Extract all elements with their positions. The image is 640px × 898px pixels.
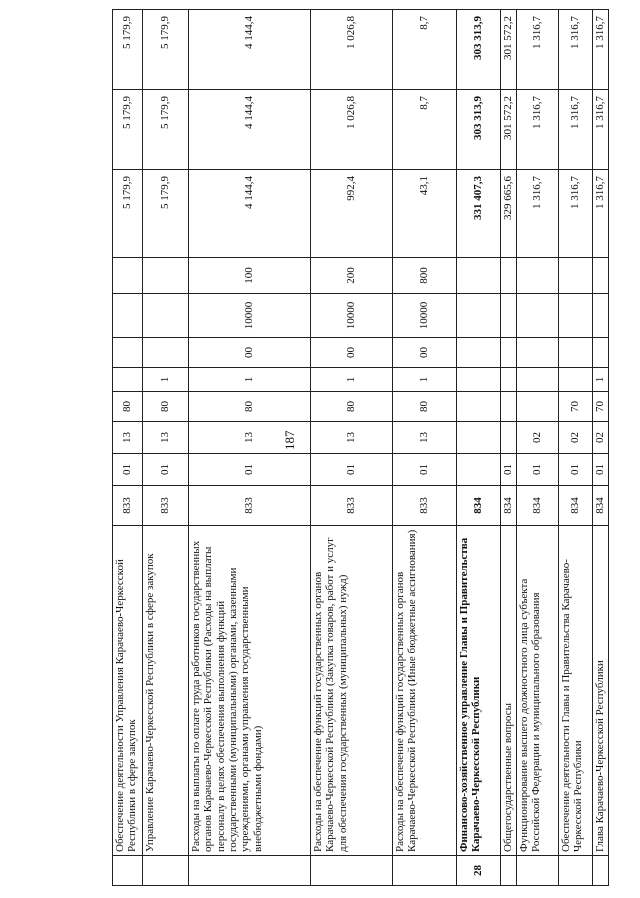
expense-type-code-cell bbox=[113, 258, 143, 294]
amount-year-3-cell: 1 316,7 bbox=[593, 10, 609, 90]
direction-code-cell bbox=[517, 294, 559, 338]
amount-year-2-cell: 8,7 bbox=[393, 90, 457, 170]
amount-year-1-cell: 1 316,7 bbox=[517, 170, 559, 258]
expense-type-code-cell bbox=[517, 258, 559, 294]
subsection-code-cell bbox=[501, 422, 517, 454]
grbs-code-cell: 834 bbox=[517, 486, 559, 526]
grbs-code-cell: 834 bbox=[501, 486, 517, 526]
section-code-cell: 01 bbox=[143, 454, 189, 486]
event-code-cell bbox=[559, 338, 593, 368]
amount-year-2-cell: 301 572,2 bbox=[501, 90, 517, 170]
table-row bbox=[143, 10, 189, 886]
grbs-code-cell: 833 bbox=[143, 486, 189, 526]
budget-table bbox=[112, 9, 609, 886]
grbs-code-cell: 833 bbox=[393, 486, 457, 526]
subsection-code-cell: 02 bbox=[517, 422, 559, 454]
subsection-code-cell: 02 bbox=[559, 422, 593, 454]
program-code-cell bbox=[501, 392, 517, 422]
program-code-cell: 70 bbox=[593, 392, 609, 422]
event-code-cell bbox=[517, 338, 559, 368]
grbs-code-cell: 833 bbox=[113, 486, 143, 526]
grbs-code-cell: 834 bbox=[457, 486, 501, 526]
subprogram-code-cell: 1 bbox=[393, 368, 457, 392]
row-number-cell bbox=[143, 856, 189, 886]
amount-year-2-cell: 4 144,4 bbox=[189, 90, 311, 170]
direction-code-cell: 10000 bbox=[311, 294, 393, 338]
table-row bbox=[189, 10, 311, 886]
section-code-cell: 01 bbox=[189, 454, 311, 486]
subprogram-code-cell bbox=[517, 368, 559, 392]
row-number-cell bbox=[311, 856, 393, 886]
event-code-cell: 00 bbox=[311, 338, 393, 368]
row-number-cell bbox=[593, 856, 609, 886]
subprogram-code-cell bbox=[457, 368, 501, 392]
row-number-cell bbox=[501, 856, 517, 886]
row-number-cell bbox=[517, 856, 559, 886]
event-code-cell bbox=[457, 338, 501, 368]
section-code-cell: 01 bbox=[559, 454, 593, 486]
expense-type-code-cell: 100 bbox=[189, 258, 311, 294]
table-row bbox=[501, 10, 517, 886]
item-name-cell: Управление Карачаево-Черкесской Республики в сфере закупок bbox=[143, 526, 189, 856]
amount-year-1-cell: 1 316,7 bbox=[559, 170, 593, 258]
amount-year-2-cell: 303 313,9 bbox=[457, 90, 501, 170]
amount-year-3-cell: 1 026,8 bbox=[311, 10, 393, 90]
subsection-code-cell: 13 bbox=[311, 422, 393, 454]
amount-year-2-cell: 5 179,9 bbox=[113, 90, 143, 170]
amount-year-2-cell: 1 316,7 bbox=[559, 90, 593, 170]
table-row bbox=[393, 10, 457, 886]
amount-year-3-cell: 4 144,4 bbox=[189, 10, 311, 90]
subprogram-code-cell: 1 bbox=[593, 368, 609, 392]
table-row bbox=[311, 10, 393, 886]
subprogram-code-cell bbox=[559, 368, 593, 392]
direction-code-cell: 10000 bbox=[189, 294, 311, 338]
row-number-cell bbox=[559, 856, 593, 886]
item-name-cell: Функционирование высшего должностного лица субъекта Российской Федерации и муниципального образования bbox=[517, 526, 559, 856]
subsection-code-cell: 02 bbox=[593, 422, 609, 454]
event-code-cell bbox=[143, 338, 189, 368]
subprogram-code-cell: 1 bbox=[189, 368, 311, 392]
section-code-cell: 01 bbox=[593, 454, 609, 486]
section-code-cell: 01 bbox=[517, 454, 559, 486]
section-code-cell: 01 bbox=[311, 454, 393, 486]
direction-code-cell bbox=[113, 294, 143, 338]
subsection-code-cell: 13 bbox=[143, 422, 189, 454]
item-name-cell: Расходы на обеспечение функций государственных органов Карачаево-Черкесской Республики (Закупка товаров, работ и услуг для обеспечения государственных (муниципальных) нужд) bbox=[311, 526, 393, 856]
grbs-code-cell: 834 bbox=[559, 486, 593, 526]
expense-type-code-cell bbox=[457, 258, 501, 294]
amount-year-2-cell: 1 316,7 bbox=[593, 90, 609, 170]
amount-year-2-cell: 5 179,9 bbox=[143, 90, 189, 170]
program-code-cell: 70 bbox=[559, 392, 593, 422]
item-name-cell: Общегосударственные вопросы bbox=[501, 526, 517, 856]
amount-year-1-cell: 5 179,9 bbox=[113, 170, 143, 258]
amount-year-2-cell: 1 316,7 bbox=[517, 90, 559, 170]
amount-year-3-cell: 8,7 bbox=[393, 10, 457, 90]
amount-year-3-cell: 5 179,9 bbox=[143, 10, 189, 90]
subsection-code-cell: 13 bbox=[393, 422, 457, 454]
subprogram-code-cell bbox=[113, 368, 143, 392]
subprogram-code-cell: 1 bbox=[311, 368, 393, 392]
expense-type-code-cell bbox=[143, 258, 189, 294]
amount-year-1-cell: 43,1 bbox=[393, 170, 457, 258]
amount-year-1-cell: 5 179,9 bbox=[143, 170, 189, 258]
direction-code-cell: 10000 bbox=[393, 294, 457, 338]
expense-type-code-cell: 200 bbox=[311, 258, 393, 294]
program-code-cell: 80 bbox=[143, 392, 189, 422]
subprogram-code-cell: 1 bbox=[143, 368, 189, 392]
direction-code-cell bbox=[593, 294, 609, 338]
item-name-cell: Расходы на обеспечение функций государственных органов Карачаево-Черкесской Республики (Иные бюджетные ассигнования) bbox=[393, 526, 457, 856]
grbs-code-cell: 833 bbox=[311, 486, 393, 526]
amount-year-3-cell: 1 316,7 bbox=[517, 10, 559, 90]
program-code-cell: 80 bbox=[189, 392, 311, 422]
item-name-cell: Финансово-хозяйственное управление Главы и Правительства Карачаево-Черкесской Республики bbox=[457, 526, 501, 856]
subsection-code-cell: 13 bbox=[113, 422, 143, 454]
subsection-code-cell bbox=[457, 422, 501, 454]
row-number-cell: 28 bbox=[457, 856, 501, 886]
row-number-cell bbox=[393, 856, 457, 886]
amount-year-1-cell: 1 316,7 bbox=[593, 170, 609, 258]
amount-year-3-cell: 303 313,9 bbox=[457, 10, 501, 90]
row-number-cell bbox=[113, 856, 143, 886]
event-code-cell: 00 bbox=[189, 338, 311, 368]
program-code-cell bbox=[517, 392, 559, 422]
item-name-cell: Обеспечение деятельности Главы и Правительства Карачаево-Черкесской Республики bbox=[559, 526, 593, 856]
budget-table-rotated bbox=[112, 16, 607, 886]
table-row bbox=[457, 10, 501, 886]
grbs-code-cell: 834 bbox=[593, 486, 609, 526]
grbs-code-cell: 833 bbox=[189, 486, 311, 526]
amount-year-1-cell: 329 665,6 bbox=[501, 170, 517, 258]
program-code-cell: 80 bbox=[393, 392, 457, 422]
expense-type-code-cell bbox=[501, 258, 517, 294]
table-row bbox=[113, 10, 143, 886]
direction-code-cell bbox=[457, 294, 501, 338]
item-name-cell: Обеспечение деятельности Управления Карачаево-Черкесской Республики в сфере закупок bbox=[113, 526, 143, 856]
subsection-code-cell: 13 bbox=[189, 422, 311, 454]
table-row bbox=[593, 10, 609, 886]
section-code-cell: 01 bbox=[393, 454, 457, 486]
direction-code-cell bbox=[501, 294, 517, 338]
amount-year-3-cell: 5 179,9 bbox=[113, 10, 143, 90]
table-row bbox=[517, 10, 559, 886]
program-code-cell: 80 bbox=[311, 392, 393, 422]
expense-type-code-cell bbox=[559, 258, 593, 294]
section-code-cell: 01 bbox=[501, 454, 517, 486]
program-code-cell bbox=[457, 392, 501, 422]
row-number-cell bbox=[189, 856, 311, 886]
section-code-cell: 01 bbox=[113, 454, 143, 486]
amount-year-2-cell: 1 026,8 bbox=[311, 90, 393, 170]
amount-year-1-cell: 4 144,4 bbox=[189, 170, 311, 258]
page-number: 187 bbox=[282, 430, 297, 450]
rotated-table-frame bbox=[112, 16, 607, 886]
direction-code-cell bbox=[143, 294, 189, 338]
event-code-cell bbox=[593, 338, 609, 368]
item-name-cell: Глава Карачаево-Черкесской Республики bbox=[593, 526, 609, 856]
section-code-cell bbox=[457, 454, 501, 486]
amount-year-3-cell: 301 572,2 bbox=[501, 10, 517, 90]
program-code-cell: 80 bbox=[113, 392, 143, 422]
amount-year-1-cell: 331 407,3 bbox=[457, 170, 501, 258]
event-code-cell: 00 bbox=[393, 338, 457, 368]
direction-code-cell bbox=[559, 294, 593, 338]
event-code-cell bbox=[501, 338, 517, 368]
expense-type-code-cell: 800 bbox=[393, 258, 457, 294]
expense-type-code-cell bbox=[593, 258, 609, 294]
amount-year-3-cell: 1 316,7 bbox=[559, 10, 593, 90]
event-code-cell bbox=[113, 338, 143, 368]
subprogram-code-cell bbox=[501, 368, 517, 392]
item-name-cell: Расходы на выплаты по оплате труда работников государственных органов Карачаево-Черкесской Республики (Расходы на выплаты персоналу в целях обеспечения выполнения функций государственными (муниципальными) органами, казенными учреждениями, органами управления государственными внебюджетными фондами) bbox=[189, 526, 311, 856]
table-row bbox=[559, 10, 593, 886]
amount-year-1-cell: 992,4 bbox=[311, 170, 393, 258]
